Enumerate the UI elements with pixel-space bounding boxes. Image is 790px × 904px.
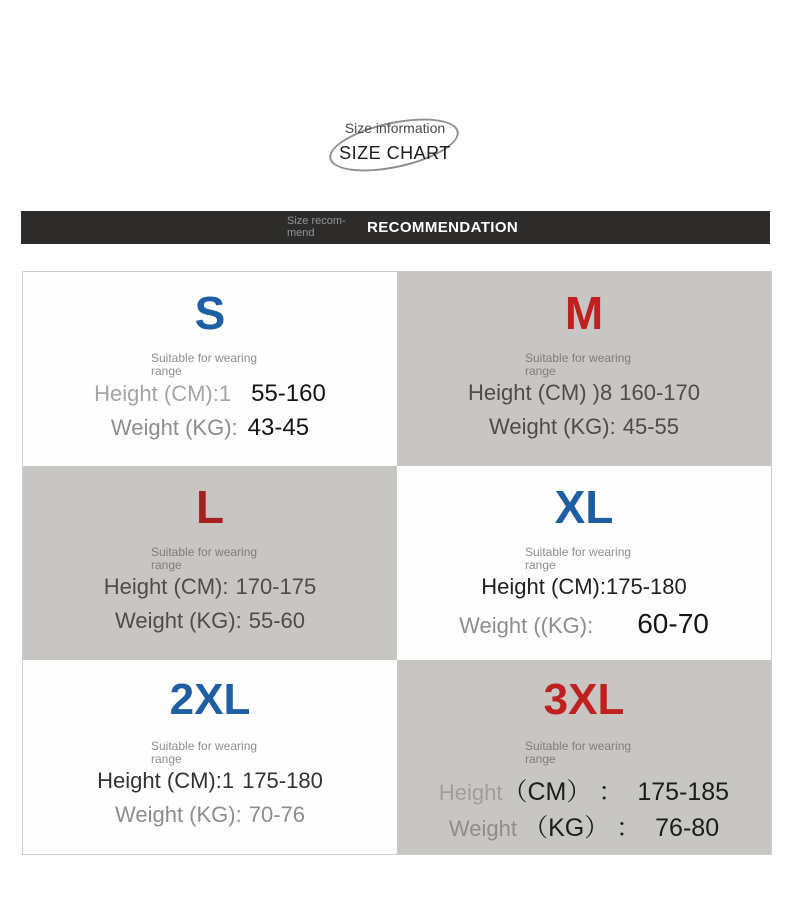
height-line — [397, 574, 771, 600]
size-cell-l — [23, 466, 397, 660]
height-label: Height (CM) )8 — [468, 380, 613, 405]
banner-small-line2: mend — [287, 227, 315, 239]
weight-value: 76-80 — [655, 814, 720, 842]
weight-value: 70-76 — [248, 802, 306, 827]
suitable-range-label — [151, 546, 281, 572]
size-label: XL — [554, 481, 614, 533]
weight-line — [397, 414, 771, 440]
height-value: 160-170 — [619, 380, 700, 405]
suitable-line1: Suitable for wearing — [151, 351, 258, 365]
weight-value: 60-70 — [637, 608, 709, 639]
suitable-line2: range — [525, 558, 556, 572]
height-line — [23, 380, 397, 408]
weight-label: Weight — [448, 816, 524, 841]
size-cell-3xl — [397, 660, 771, 854]
height-value: 55-160 — [251, 380, 326, 407]
weight-line — [397, 808, 771, 844]
suitable-line1: Suitable for wearing — [151, 739, 258, 753]
height-value: 175-180 — [605, 574, 687, 599]
suitable-line2: range — [151, 752, 182, 766]
suitable-range-label — [525, 352, 655, 378]
suitable-line2: range — [525, 752, 556, 766]
suitable-range-label — [525, 740, 655, 766]
size-label: S — [194, 287, 226, 339]
banner-title: RECOMMENDATION — [367, 219, 519, 236]
size-cell-s — [23, 272, 397, 466]
size-label: L — [195, 481, 225, 533]
size-cell-xl — [397, 466, 771, 660]
size-chart-badge — [328, 110, 462, 182]
size-cell-2xl — [23, 660, 397, 854]
height-label: Height (CM): — [103, 574, 229, 599]
size-label: M — [564, 287, 604, 339]
weight-label: Weight (KG): — [114, 608, 242, 633]
weight-line — [23, 802, 397, 828]
height-line — [397, 380, 771, 406]
suitable-line1: Suitable for wearing — [525, 351, 632, 365]
height-line — [23, 768, 397, 794]
height-label: Height (CM): — [481, 574, 606, 599]
size-grid — [22, 271, 772, 855]
weight-value: 43-45 — [247, 414, 310, 441]
banner-small-text — [287, 215, 346, 239]
weight-label: Weight (KG): — [114, 802, 242, 827]
height-value: 175-180 — [242, 768, 323, 793]
weight-line — [23, 608, 397, 634]
badge-subtitle: Size information — [344, 120, 446, 136]
suitable-line2: range — [151, 558, 182, 572]
weight-label: Weight (KG): — [488, 414, 616, 439]
suitable-line2: range — [525, 364, 556, 378]
banner-small-line1: Size recom- — [287, 215, 346, 227]
weight-value: 45-55 — [622, 414, 680, 439]
suitable-line1: Suitable for wearing — [525, 739, 632, 753]
weight-label: Weight ((KG): — [459, 613, 594, 638]
weight-value: 55-60 — [248, 608, 306, 633]
weight-line — [23, 414, 397, 442]
height-label: Height (CM):1 — [94, 381, 232, 406]
suitable-line2: range — [151, 364, 182, 378]
height-label: Height (CM):1 — [97, 768, 235, 793]
size-label: 3XL — [543, 675, 625, 724]
height-value: 175-185 — [637, 778, 730, 806]
height-value: 170-175 — [235, 574, 317, 599]
size-label: 2XL — [169, 675, 251, 724]
suitable-line1: Suitable for wearing — [525, 545, 632, 559]
suitable-range-label — [151, 740, 281, 766]
height-line — [23, 574, 397, 600]
size-cell-m — [397, 272, 771, 466]
recommendation-banner — [21, 211, 770, 244]
height-label: Height — [438, 780, 503, 805]
height-unit: （CM） ： — [502, 778, 624, 806]
suitable-line1: Suitable for wearing — [151, 545, 258, 559]
badge-title: SIZE CHART — [339, 143, 451, 163]
weight-line — [397, 608, 771, 640]
suitable-range-label — [525, 546, 655, 572]
height-line — [397, 772, 771, 808]
weight-label: Weight (KG): — [110, 415, 238, 440]
weight-unit: （KG） ： — [523, 814, 642, 842]
suitable-range-label — [151, 352, 281, 378]
